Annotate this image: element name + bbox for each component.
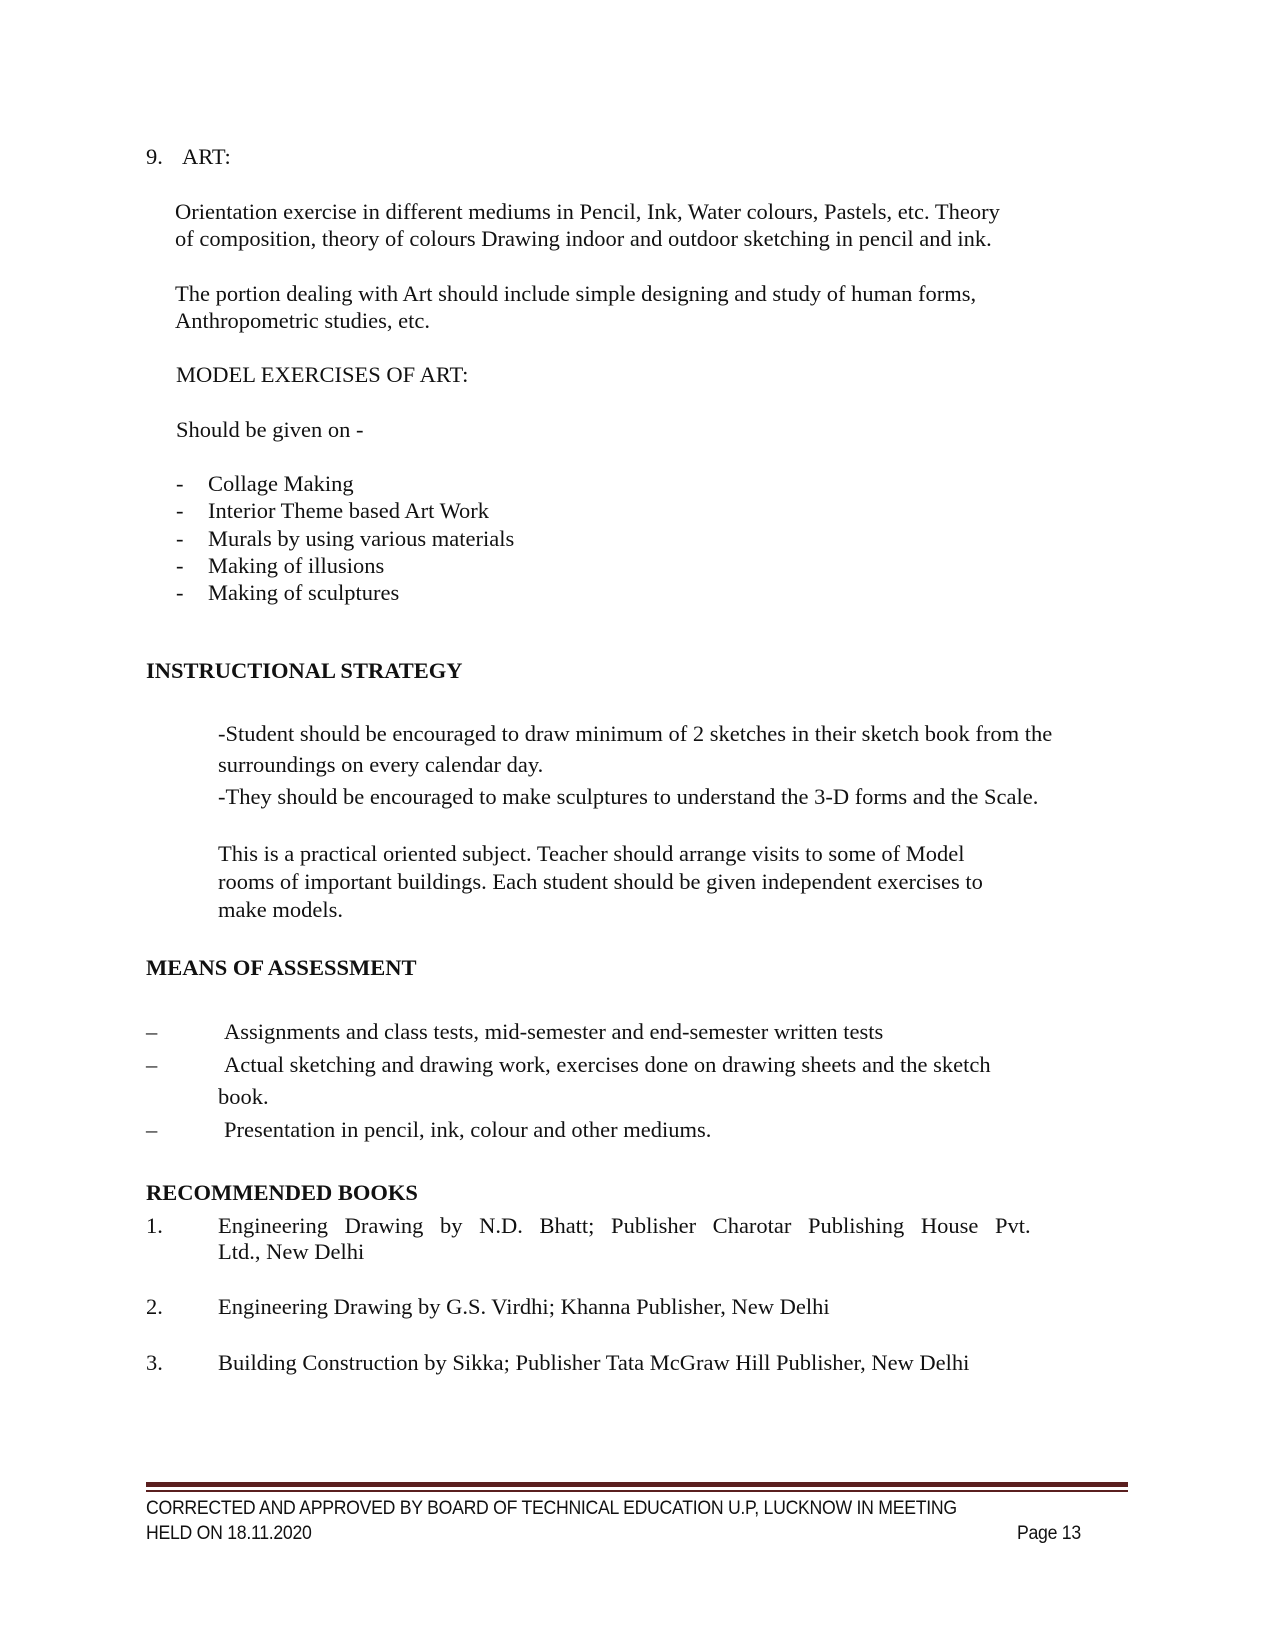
book-number: 3. [146,1350,163,1375]
recommended-books-heading: RECOMMENDED BOOKS [146,1180,418,1205]
book-number: 2. [146,1294,163,1319]
bullet-dash: – [146,1117,158,1142]
bullet-dash: – [146,1019,158,1044]
model-exercises-heading: MODEL EXERCISES OF ART: [176,362,469,387]
art-paragraph-1-line-1: Orientation exercise in different mediums in Pencil, Ink, Water colours, Pastels, etc. Theory [175,199,1000,224]
list-item-continuation: book. [218,1084,269,1109]
strategy-line-1: -Student should be encouraged to draw minimum of 2 sketches in their sketch book from the [218,721,1053,746]
section-number: 9. [146,144,163,169]
list-item: Interior Theme based Art Work [208,498,490,523]
list-item: Collage Making [208,471,354,496]
footer-rule-thick [146,1482,1128,1487]
list-item: Presentation in pencil, ink, colour and other mediums. [224,1117,712,1142]
art-paragraph-2-line-2: Anthropometric studies, etc. [175,308,430,333]
bullet-dash: - [176,471,184,496]
list-item: Assignments and class tests, mid-semester and end-semester written tests [224,1019,884,1044]
bullet-dash: - [176,526,184,551]
strategy-paragraph-line-2: rooms of important buildings. Each student should be given independent exercises to [218,869,983,894]
list-item: Murals by using various materials [208,526,515,551]
footer-approval-line-2: HELD ON 18.11.2020 [146,1523,312,1544]
art-paragraph-2-line-1: The portion dealing with Art should include simple designing and study of human forms, [175,281,977,306]
bullet-dash: - [176,553,184,578]
given-on-label: Should be given on - [176,417,364,442]
page-number: Page 13 [1017,1523,1081,1544]
art-paragraph-1-line-2: of composition, theory of colours Drawing indoor and outdoor sketching in pencil and ink. [175,226,992,251]
book-number: 1. [146,1213,163,1238]
book-entry-line-2: Ltd., New Delhi [218,1239,365,1264]
bullet-dash: - [176,498,184,523]
strategy-paragraph-line-3: make models. [218,897,343,922]
strategy-line-2: surroundings on every calendar day. [218,752,544,777]
instructional-strategy-heading: INSTRUCTIONAL STRATEGY [146,658,463,683]
book-entry-line-1: Engineering Drawing by N.D. Bhatt; Publisher Charotar Publishing House Pvt. [218,1213,1031,1238]
bullet-dash: – [146,1052,158,1077]
book-entry-line-1: Engineering Drawing by G.S. Virdhi; Khanna Publisher, New Delhi [218,1294,830,1319]
list-item: Actual sketching and drawing work, exercises done on drawing sheets and the sketch [224,1052,991,1077]
bullet-dash: - [176,580,184,605]
list-item: Making of illusions [208,553,385,578]
footer-rule-thin [146,1490,1128,1492]
book-entry-line-1: Building Construction by Sikka; Publisher Tata McGraw Hill Publisher, New Delhi [218,1350,970,1375]
section-title: ART: [182,144,231,169]
list-item: Making of sculptures [208,580,400,605]
strategy-paragraph-line-1: This is a practical oriented subject. Teacher should arrange visits to some of Model [218,841,965,866]
footer-approval-line-1: CORRECTED AND APPROVED BY BOARD OF TECHNICAL EDUCATION U.P, LUCKNOW IN MEETING [146,1498,957,1519]
means-of-assessment-heading: MEANS OF ASSESSMENT [146,955,417,980]
strategy-line-3: -They should be encouraged to make sculptures to understand the 3-D forms and the Scale. [218,784,1039,809]
